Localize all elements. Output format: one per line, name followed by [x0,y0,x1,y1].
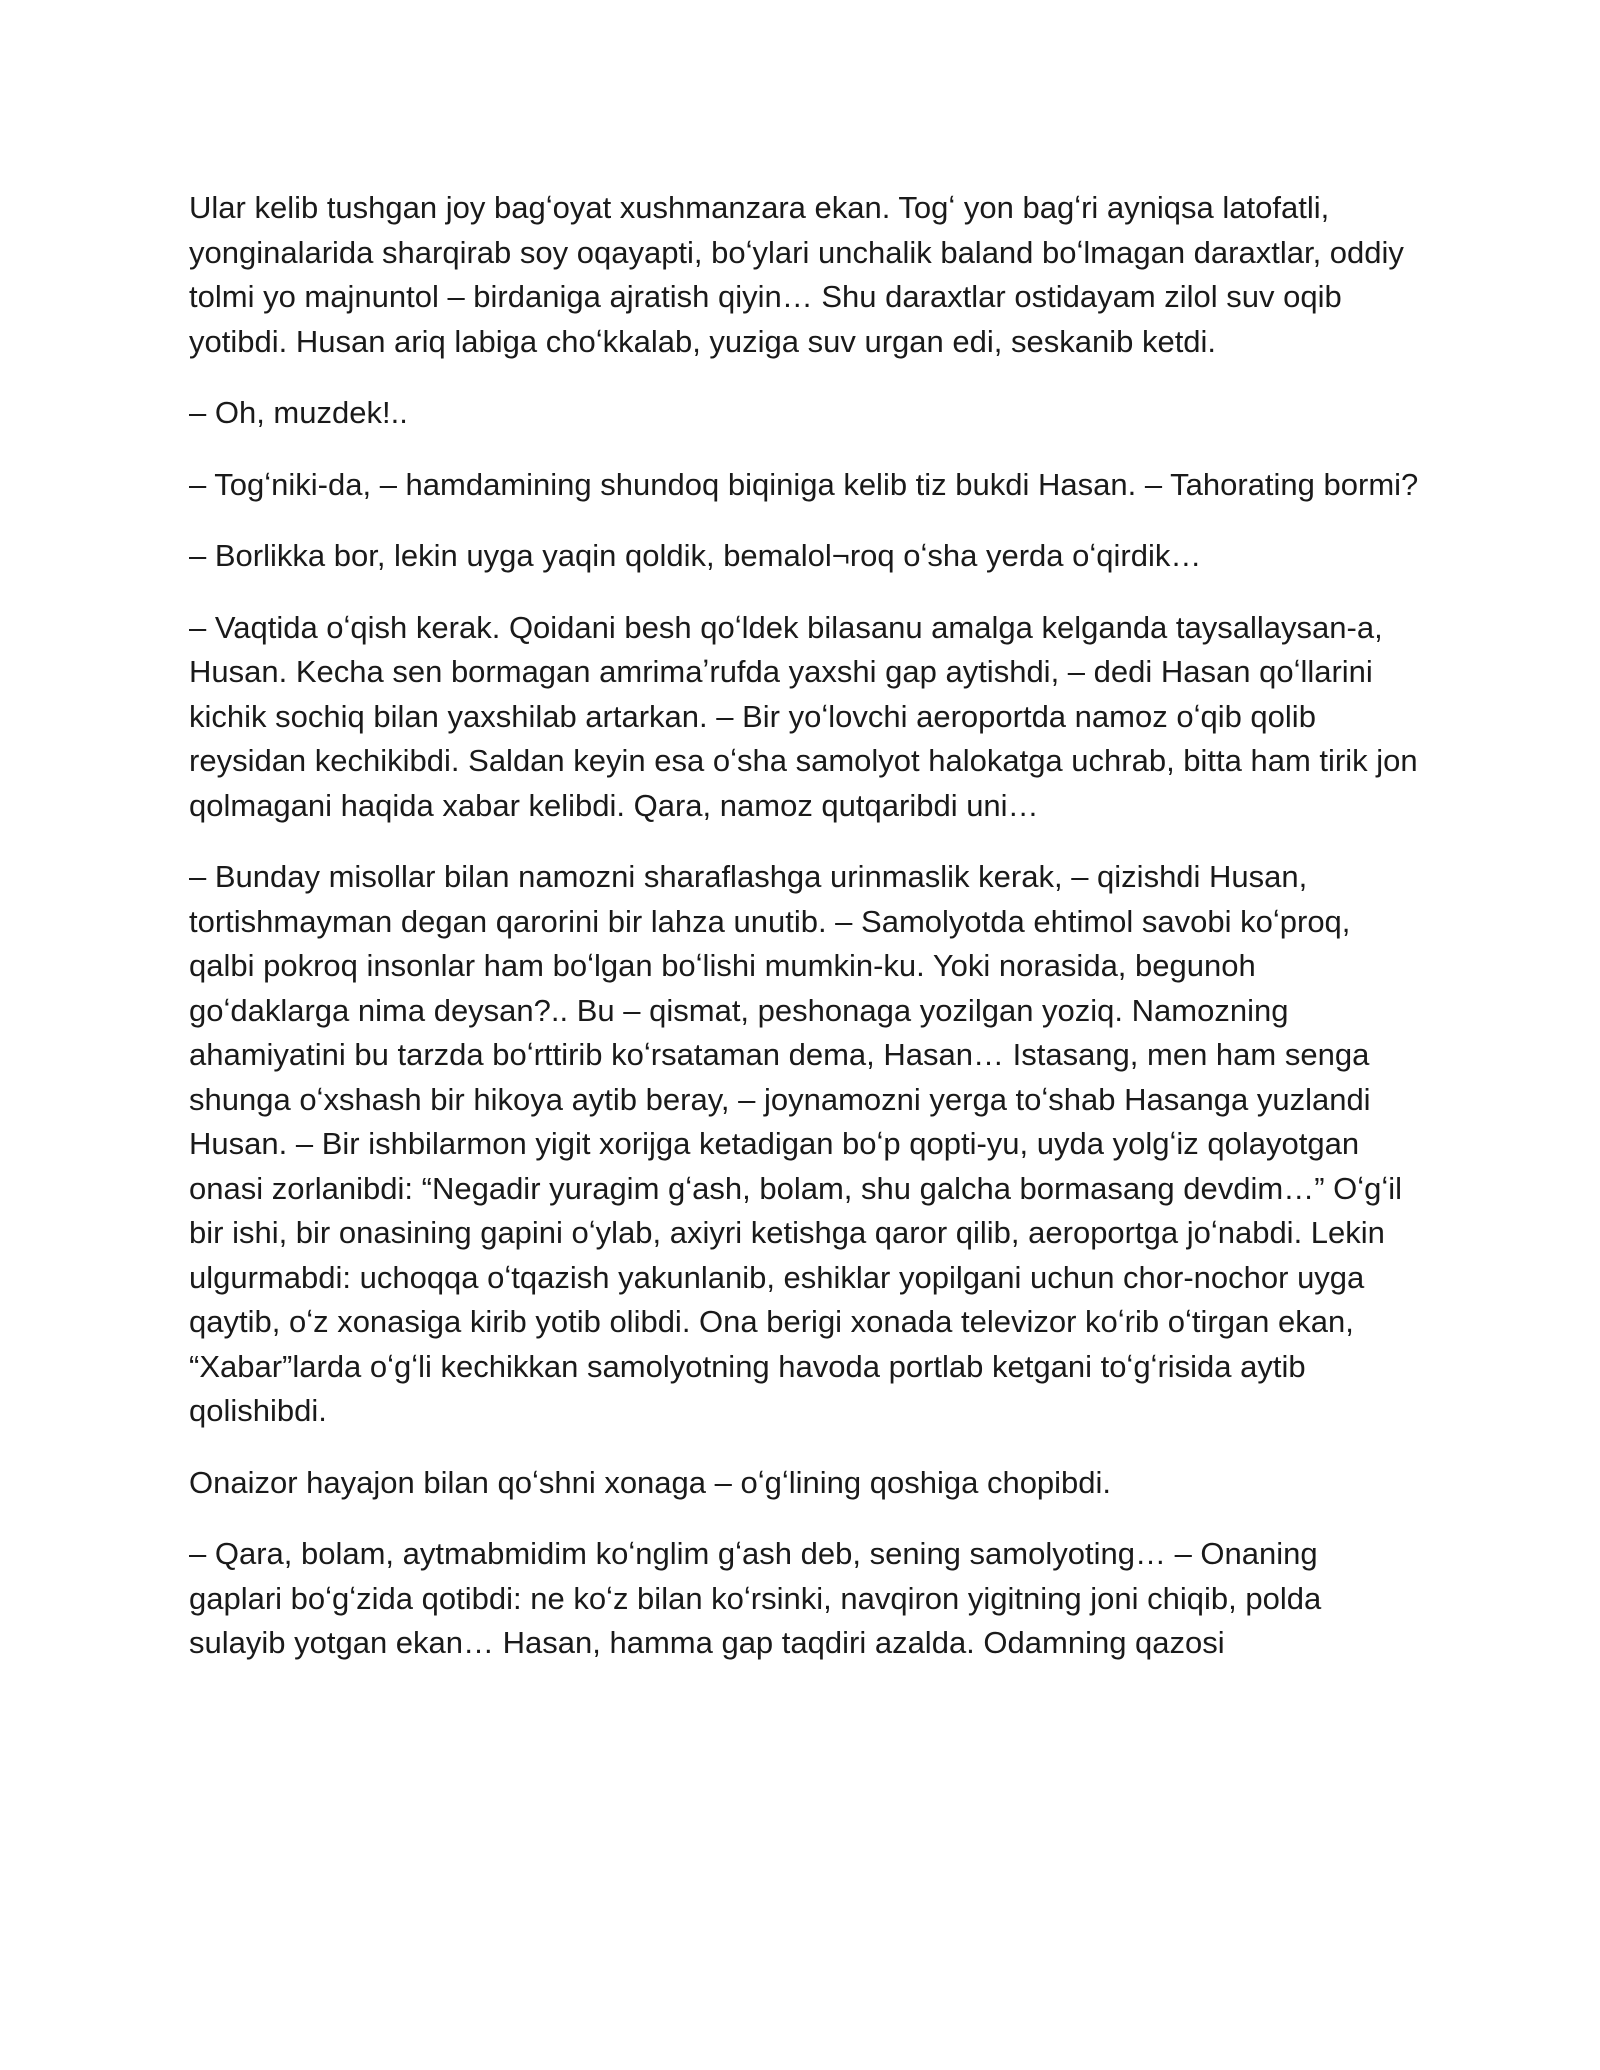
paragraph-2: – Oh, muzdek!.. [189,395,408,430]
paragraph-1: Ular kelib tushgan joy bagʻoyat xushmanzara ekan. Togʻ yon bagʻri ayniqsa latofatli, yonginalarida sharqirab soy oqayapti, boʻylari unchalik baland boʻlmagan daraxtlar, oddiy tolmi yo majnuntol – birdaniga ajratish qiyin… Shu daraxtlar ostidayam zilol suv oqib yotibdi. Husan ariq labiga choʻkkalab, yuziga suv urgan edi, seskanib ketdi. [189,190,1404,359]
paragraph-6: – Bunday misollar bilan namozni sharaflashga urinmaslik kerak, – qizishdi Husan, tortishmayman degan qarorini bir lahza unutib. – Samolyotda ehtimol savobi koʻproq, qalbi pokroq insonlar ham boʻlgan boʻlishi mumkin-ku. Yoki norasida, begunoh goʻdaklarga nima deysan?.. Bu – qismat, peshonaga yozilgan yoziq. Namozning ahamiyatini bu tarzda boʻrttirib koʻrsataman dema, Hasan… Istasang, men ham senga shunga oʻxshash bir hikoya aytib beray, – joynamozni yerga toʻshab Hasanga yuzlandi Husan. – Bir ishbilarmon yigit xorijga ketadigan boʻp qopti-yu, uyda yolgʻiz qolayotgan onasi zorlanibdi: “Negadir yuragim gʻash, bolam, shu galcha bormasang devdim…” Oʻgʻil bir ishi, bir onasining gapini oʻylab, axiyri ketishga qaror qilib, aeroportga joʻnabdi. Lekin ulgurmabdi: uchoqqa oʻtqazish yakunlanib, eshiklar yopilgani uchun chor-nochor uyga qaytib, oʻz xonasiga kirib yotib olibdi. Ona berigi xonada televizor koʻrib oʻtirgan ekan, “Xabar”larda oʻgʻli kechikkan samolyotning havoda portlab ketgani toʻgʻrisida aytib qolishibdi. [189,859,1403,1428]
document-body [189,186,1419,1693]
paragraph-4: – Borlikka bor, lekin uyga yaqin qoldik, bemalol¬roq oʻsha yerda oʻqirdik… [189,538,1202,573]
paragraph-8: – Qara, bolam, aytmabmidim koʻnglim gʻash deb, sening samolyoting… – Onaning gaplari boʻgʻzida qotibdi: ne koʻz bilan koʻrsinki, navqiron yigitning joni chiqib, polda sulayib yotgan ekan… Hasan, hamma gap taqdiri azalda. Odamning qazosi [189,1536,1322,1660]
paragraph-5: – Vaqtida oʻqish kerak. Qoidani besh qoʻldek bilasanu amalga kelganda taysallaysan-a, Husan. Kecha sen bormagan amrimaʼrufda yaxshi gap aytishdi, – dedi Hasan qoʻllarini kichik sochiq bilan yaxshilab artarkan. – Bir yoʻlovchi aeroportda namoz oʻqib qolib reysidan kechikibdi. Saldan keyin esa oʻsha samolyot halokatga uchrab, bitta ham tirik jon qolmagani haqida xabar kelibdi. Qara, namoz qutqaribdi uni… [189,609,1418,823]
paragraph-7: Onaizor hayajon bilan qoʻshni xonaga – oʻgʻlining qoshiga chopibdi. [189,1464,1112,1500]
paragraph-3: – Togʻniki-da, – hamdamining shundoq biqiniga kelib tiz bukdi Hasan. – Tahorating bormi? [189,466,1419,502]
